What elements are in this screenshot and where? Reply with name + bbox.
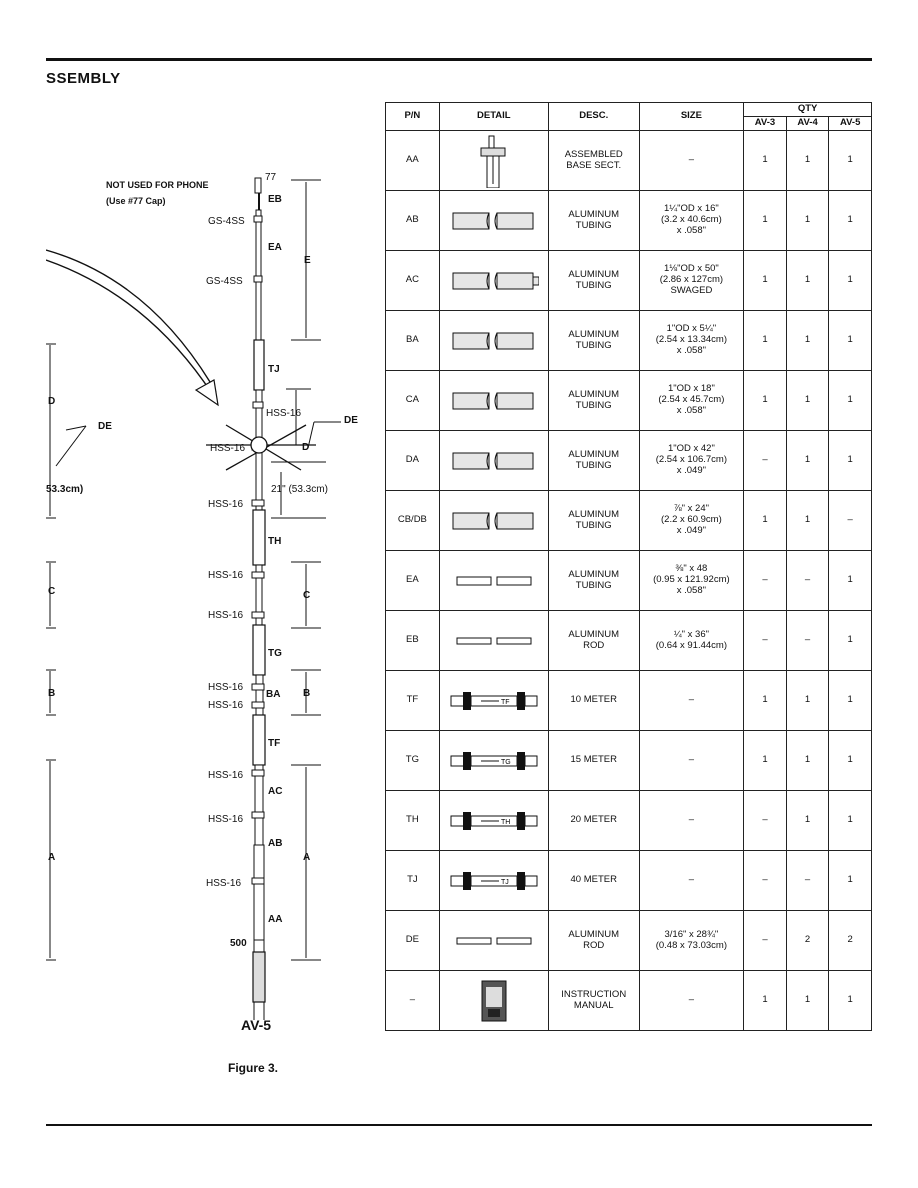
cell-qty-av-5: 1 — [829, 551, 872, 611]
table-row — [386, 851, 872, 911]
header-qty: QTY — [744, 103, 872, 117]
header-qty-av5: AV-5 — [829, 117, 872, 131]
desc-line: ALUMINUM — [568, 328, 620, 340]
desc-line: ALUMINUM — [568, 388, 620, 400]
dimension-lines-left — [46, 344, 56, 960]
size-line: x .058" — [676, 224, 706, 236]
desc-line: 15 METER — [570, 754, 617, 766]
mast — [253, 178, 265, 1020]
trap-icon — [439, 671, 548, 731]
cell-qty-av-5: 1 — [829, 791, 872, 851]
cell-qty-av-3: 1 — [744, 371, 787, 431]
cell-desc — [548, 311, 639, 371]
table-row — [386, 791, 872, 851]
cell-pn: CA — [386, 371, 440, 431]
size-line: – — [688, 694, 695, 706]
size-line: (2.86 x 127cm) — [659, 274, 724, 286]
model-label: AV-5 — [241, 1017, 272, 1033]
curved-arrow — [46, 250, 216, 392]
cell-qty-av-4: – — [786, 551, 829, 611]
cell-qty-av-3: – — [744, 611, 787, 671]
size-line: 1"OD x 42" — [667, 443, 715, 455]
cell-qty-av-5: 1 — [829, 311, 872, 371]
cell-desc — [548, 731, 639, 791]
cell-qty-av-4: 1 — [786, 251, 829, 311]
cell-qty-av-4: 1 — [786, 191, 829, 251]
table-row — [386, 371, 872, 431]
desc-line: ALUMINUM — [568, 208, 620, 220]
label-ac: AC — [268, 786, 283, 797]
parts-table-container — [385, 102, 872, 1066]
cell-qty-av-5: 2 — [829, 911, 872, 971]
table-row — [386, 431, 872, 491]
rod-icon — [439, 911, 548, 971]
cell-size — [639, 971, 744, 1031]
label-hss-b2: HSS-16 — [208, 700, 244, 711]
table-row — [386, 971, 872, 1031]
size-line: x .058" — [676, 584, 706, 596]
label-hss-a3: HSS-16 — [206, 878, 242, 889]
label-de-right: DE — [344, 415, 358, 426]
label-hss-top: HSS-16 — [266, 408, 302, 419]
size-line: (2.54 x 106.7cm) — [655, 454, 728, 466]
desc-line: ALUMINUM — [568, 508, 620, 520]
cell-qty-av-4: 1 — [786, 131, 829, 191]
cell-size — [639, 431, 744, 491]
desc-line: TUBING — [575, 579, 612, 591]
cell-qty-av-5: 1 — [829, 251, 872, 311]
size-line: (2.2 x 60.9cm) — [661, 514, 722, 526]
cell-size — [639, 611, 744, 671]
cell-qty-av-4: 1 — [786, 731, 829, 791]
size-line: – — [688, 874, 695, 886]
size-line: 1⅛"OD x 50" — [663, 263, 719, 275]
cell-qty-av-5: 1 — [829, 971, 872, 1031]
label-d-right: D — [302, 442, 310, 453]
label-dist-left: 53.3cm) — [46, 484, 84, 495]
cell-desc — [548, 791, 639, 851]
size-line: – — [688, 994, 695, 1006]
cell-size — [639, 851, 744, 911]
label-hss-a1: HSS-16 — [208, 770, 244, 781]
cell-qty-av-3: 1 — [744, 671, 787, 731]
cell-qty-av-4: 1 — [786, 371, 829, 431]
size-line: (0.64 x 91.44cm) — [655, 639, 728, 651]
trap-label-text: TJ — [500, 878, 509, 886]
note-line-1: NOT USED FOR PHONE — [106, 180, 209, 190]
cell-qty-av-5: 1 — [829, 131, 872, 191]
label-e: E — [304, 255, 311, 266]
cell-qty-av-3: – — [744, 851, 787, 911]
desc-line: TUBING — [575, 399, 612, 411]
desc-line: ALUMINUM — [568, 628, 620, 640]
header-qty-av3: AV-3 — [744, 117, 787, 131]
cell-pn: – — [386, 971, 440, 1031]
section-title: SSEMBLY — [46, 70, 121, 87]
label-c-right: C — [303, 590, 311, 601]
note-line-2: (Use #77 Cap) — [106, 196, 166, 206]
cell-qty-av-5: 1 — [829, 671, 872, 731]
label-dist: 21" (53.3cm) — [271, 484, 328, 495]
desc-line: 20 METER — [570, 814, 617, 826]
cell-qty-av-3: 1 — [744, 731, 787, 791]
desc-line: ALUMINUM — [568, 928, 620, 940]
cell-pn: AA — [386, 131, 440, 191]
size-line: 3/16" x 28¾" — [664, 928, 719, 940]
label-d-left: D — [48, 396, 56, 407]
cell-qty-av-4: 1 — [786, 491, 829, 551]
size-line: x .058" — [676, 404, 706, 416]
cell-size — [639, 791, 744, 851]
header-desc: DESC. — [548, 103, 639, 131]
size-line: (0.48 x 73.03cm) — [655, 939, 728, 951]
cell-pn: TJ — [386, 851, 440, 911]
parts-table — [385, 102, 872, 1031]
table-row — [386, 311, 872, 371]
cell-desc — [548, 911, 639, 971]
assembled-base-icon — [439, 131, 548, 191]
table-row — [386, 611, 872, 671]
label-hss-mid: HSS-16 — [210, 443, 246, 454]
cell-qty-av-4: 2 — [786, 911, 829, 971]
label-de-left: DE — [98, 421, 112, 432]
cell-desc — [548, 611, 639, 671]
cell-qty-av-3: 1 — [744, 131, 787, 191]
header-qty-av4: AV-4 — [786, 117, 829, 131]
tubing-icon — [439, 431, 548, 491]
size-line: ⅜" x 48 — [675, 563, 708, 575]
cell-size — [639, 371, 744, 431]
cell-qty-av-5: – — [829, 491, 872, 551]
tubing-icon — [439, 311, 548, 371]
desc-line: BASE SECT. — [566, 159, 622, 171]
arrow-head — [196, 380, 218, 405]
cell-qty-av-3: 1 — [744, 491, 787, 551]
cell-qty-av-4: – — [786, 611, 829, 671]
cell-qty-av-3: – — [744, 791, 787, 851]
tubing-icon — [439, 371, 548, 431]
cell-pn: EB — [386, 611, 440, 671]
size-line: x .058" — [676, 344, 706, 356]
desc-line: ROD — [583, 639, 605, 651]
cell-qty-av-4: – — [786, 851, 829, 911]
cell-pn: BA — [386, 311, 440, 371]
size-line: (2.54 x 45.7cm) — [658, 394, 725, 406]
label-cap-77: 77 — [265, 172, 277, 183]
label-tj: TJ — [268, 364, 280, 375]
cell-qty-av-3: 1 — [744, 191, 787, 251]
desc-line: MANUAL — [573, 999, 614, 1011]
cell-qty-av-3: 1 — [744, 311, 787, 371]
cell-pn: TH — [386, 791, 440, 851]
size-line: 1"OD x 18" — [667, 383, 715, 395]
antenna-diagram — [46, 100, 376, 1090]
cell-desc — [548, 371, 639, 431]
label-c-left: C — [48, 586, 56, 597]
trap-icon — [439, 791, 548, 851]
tubing-icon — [439, 491, 548, 551]
desc-line: TUBING — [575, 459, 612, 471]
cell-pn: TG — [386, 731, 440, 791]
cell-qty-av-5: 1 — [829, 731, 872, 791]
cell-desc — [548, 491, 639, 551]
cell-qty-av-3: 1 — [744, 251, 787, 311]
cell-qty-av-4: 1 — [786, 791, 829, 851]
cell-pn: TF — [386, 671, 440, 731]
cell-size — [639, 911, 744, 971]
table-row — [386, 731, 872, 791]
cell-pn: AB — [386, 191, 440, 251]
label-hss-low: HSS-16 — [208, 499, 244, 510]
table-row — [386, 191, 872, 251]
figure-caption: Figure 3. — [228, 1061, 279, 1075]
label-hss-a2: HSS-16 — [208, 814, 244, 825]
cell-qty-av-3: – — [744, 551, 787, 611]
cell-desc — [548, 971, 639, 1031]
label-aa: AA — [268, 914, 283, 925]
cell-desc — [548, 671, 639, 731]
desc-line: TUBING — [575, 219, 612, 231]
cell-size — [639, 131, 744, 191]
thin-tubing-icon — [439, 551, 548, 611]
cell-qty-av-5: 1 — [829, 431, 872, 491]
label-base: 500 — [230, 938, 247, 949]
cell-qty-av-5: 1 — [829, 191, 872, 251]
cell-size — [639, 731, 744, 791]
swaged-tubing-icon — [439, 251, 548, 311]
label-hss-b1: HSS-16 — [208, 682, 244, 693]
cell-size — [639, 191, 744, 251]
label-a-right: A — [303, 852, 311, 863]
size-line: (2.54 x 13.34cm) — [655, 334, 728, 346]
label-gs-1: GS-4SS — [208, 216, 245, 227]
size-line: 1"OD x 5¼" — [666, 323, 717, 335]
cell-size — [639, 491, 744, 551]
cell-size — [639, 311, 744, 371]
desc-line: ALUMINUM — [568, 448, 620, 460]
label-b-right: B — [303, 688, 311, 699]
label-a-left: A — [48, 852, 56, 863]
cell-size — [639, 671, 744, 731]
cell-pn: AC — [386, 251, 440, 311]
desc-line: TUBING — [575, 339, 612, 351]
header-size: SIZE — [639, 103, 744, 131]
table-row — [386, 251, 872, 311]
desc-line: ASSEMBLED — [564, 148, 623, 160]
table-row — [386, 551, 872, 611]
label-ba: BA — [266, 689, 281, 700]
top-rule — [46, 58, 872, 61]
trap-label-text: TG — [500, 758, 511, 766]
manual-icon — [439, 971, 548, 1031]
cell-qty-av-5: 1 — [829, 611, 872, 671]
size-line: – — [688, 814, 695, 826]
cell-desc — [548, 551, 639, 611]
cell-qty-av-3: – — [744, 911, 787, 971]
table-row — [386, 671, 872, 731]
size-line: x .049" — [676, 524, 706, 536]
cell-desc — [548, 851, 639, 911]
desc-line: 40 METER — [570, 874, 617, 886]
label-th: TH — [268, 536, 282, 547]
desc-line: ROD — [583, 939, 605, 951]
header-pn: P/N — [386, 103, 440, 131]
desc-line: INSTRUCTION — [561, 988, 627, 1000]
label-ea: EA — [268, 242, 282, 253]
tubing-icon — [439, 191, 548, 251]
cell-qty-av-5: 1 — [829, 851, 872, 911]
cell-qty-av-4: 1 — [786, 671, 829, 731]
cell-desc — [548, 251, 639, 311]
label-hss-c2: HSS-16 — [208, 610, 244, 621]
desc-line: ALUMINUM — [568, 268, 620, 280]
label-tg: TG — [268, 648, 282, 659]
size-line: (0.95 x 121.92cm) — [653, 574, 730, 586]
trap-icon — [439, 731, 548, 791]
trap-label-text: TH — [500, 818, 511, 826]
size-line: 1¼"OD x 16" — [663, 203, 719, 215]
cell-qty-av-4: 1 — [786, 431, 829, 491]
cell-qty-av-3: – — [744, 431, 787, 491]
desc-line: TUBING — [575, 519, 612, 531]
size-line: ⅞" x 24" — [673, 503, 709, 515]
cell-desc — [548, 131, 639, 191]
cell-size — [639, 251, 744, 311]
cell-size — [639, 551, 744, 611]
cell-qty-av-5: 1 — [829, 371, 872, 431]
cell-desc — [548, 191, 639, 251]
table-row — [386, 911, 872, 971]
desc-line: TUBING — [575, 279, 612, 291]
label-b-left: B — [48, 688, 56, 699]
label-eb: EB — [268, 194, 282, 205]
cell-pn: DE — [386, 911, 440, 971]
label-tf: TF — [268, 738, 281, 749]
trap-icon — [439, 851, 548, 911]
desc-line: ALUMINUM — [568, 568, 620, 580]
cell-pn: CB/DB — [386, 491, 440, 551]
cell-qty-av-4: 1 — [786, 311, 829, 371]
cell-pn: DA — [386, 431, 440, 491]
table-row — [386, 491, 872, 551]
label-ab: AB — [268, 838, 283, 849]
size-line: – — [688, 754, 695, 766]
size-line: ¼" x 36" — [673, 628, 709, 640]
cell-qty-av-4: 1 — [786, 971, 829, 1031]
label-hss-c1: HSS-16 — [208, 570, 244, 581]
size-line: SWAGED — [670, 284, 713, 296]
cell-desc — [548, 431, 639, 491]
label-gs-2: GS-4SS — [206, 276, 243, 287]
cell-qty-av-3: 1 — [744, 971, 787, 1031]
trap-label-text: TF — [500, 698, 510, 706]
rod-icon — [439, 611, 548, 671]
bottom-rule — [46, 1124, 872, 1126]
size-line: – — [688, 154, 695, 166]
size-line: (3.2 x 40.6cm) — [661, 214, 722, 226]
cell-pn: EA — [386, 551, 440, 611]
desc-line: 10 METER — [570, 694, 617, 706]
header-detail: DETAIL — [439, 103, 548, 131]
size-line: x .049" — [676, 464, 706, 476]
table-row — [386, 131, 872, 191]
